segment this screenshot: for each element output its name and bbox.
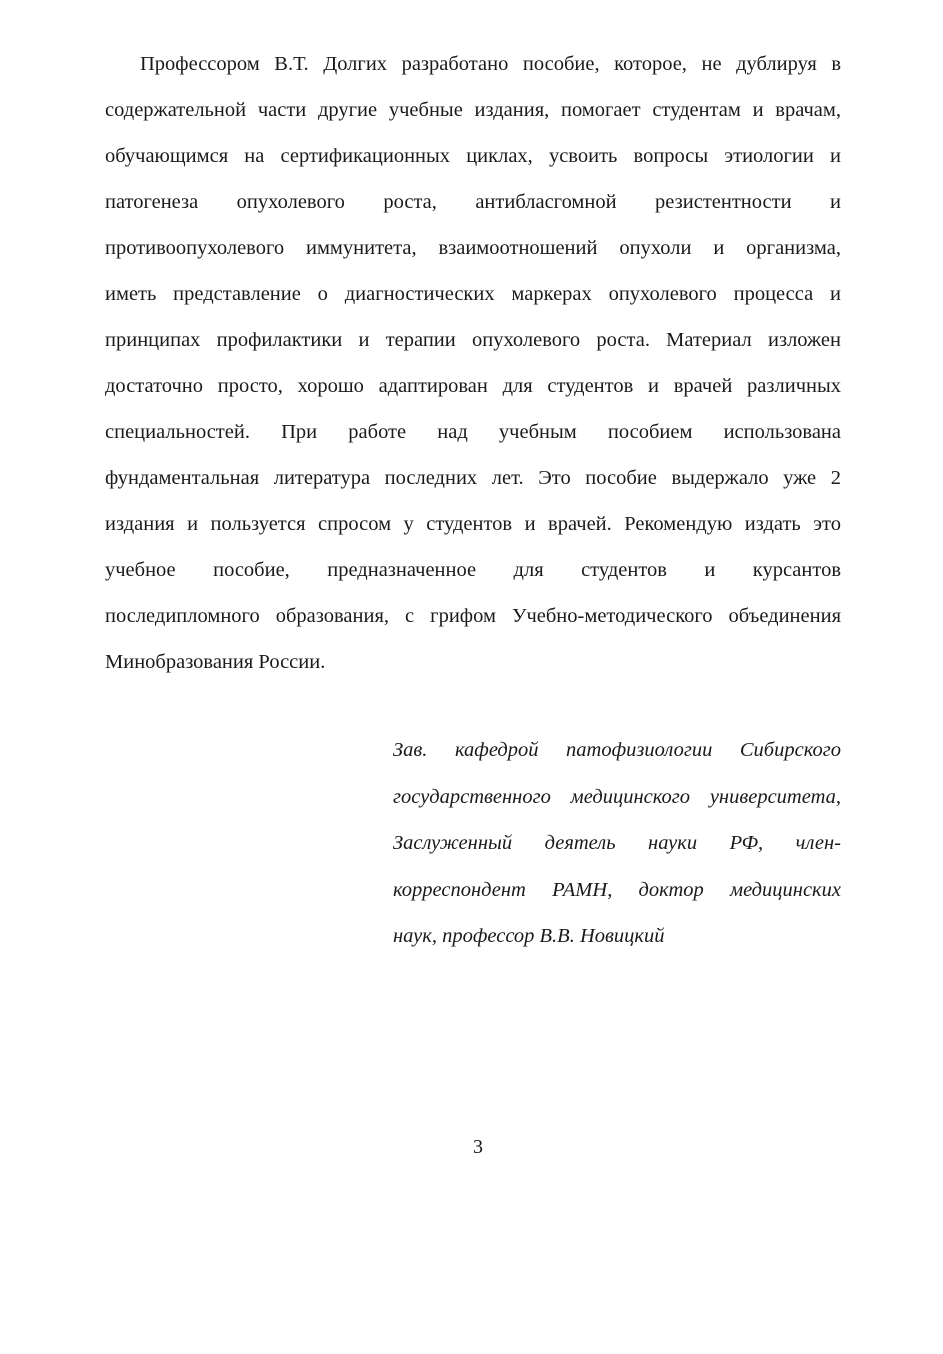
- signature-line: Заслуженный деятель науки РФ, член-: [393, 832, 841, 854]
- paragraph-line: патогенеза опухолевого роста, антибласгомной резистентности и: [105, 191, 841, 213]
- paragraph-line: специальностей. При работе над учебным пособием использована: [105, 421, 841, 443]
- page-number: 3: [473, 1136, 483, 1158]
- reviewer-signature-block: [393, 730, 841, 963]
- signature-line: государственного медицинского университета,: [393, 785, 841, 808]
- paragraph-line: содержательной части другие учебные издания, помогает студентам и врачам,: [105, 99, 841, 121]
- paragraph-line: обучающимся на сертификационных циклах, усвоить вопросы этиологии и: [105, 145, 841, 167]
- body-paragraph: [105, 44, 841, 688]
- paragraph-line: принципах профилактики и терапии опухолевого роста. Материал изложен: [105, 329, 841, 351]
- paragraph-line: Профессором В.Т. Долгих разработано пособие, которое, не дублируя в: [140, 53, 841, 75]
- paragraph-line: иметь представление о диагностических маркерах опухолевого процесса и: [105, 283, 841, 305]
- paragraph-line: противоопухолевого иммунитета, взаимоотношений опухоли и организма,: [105, 237, 841, 259]
- paragraph-line: издания и пользуется спросом у студентов и врачей. Рекомендую издать это: [105, 513, 841, 535]
- signature-line: корреспондент РАМН, доктор медицинских: [393, 878, 841, 901]
- paragraph-line: Минобразования России.: [105, 651, 326, 673]
- paragraph-line: последипломного образования, с грифом Учебно-методического объединения: [105, 605, 841, 627]
- paragraph-line: фундаментальная литература последних лет. Это пособие выдержало уже 2: [105, 467, 841, 489]
- paragraph-line: достаточно просто, хорошо адаптирован для студентов и врачей различных: [105, 375, 841, 397]
- signature-line: Зав. кафедрой патофизиологии Сибирского: [393, 739, 841, 761]
- paragraph-line: учебное пособие, предназначенное для студентов и курсантов: [105, 559, 841, 581]
- signature-line: наук, профессор В.В. Новицкий: [393, 925, 665, 947]
